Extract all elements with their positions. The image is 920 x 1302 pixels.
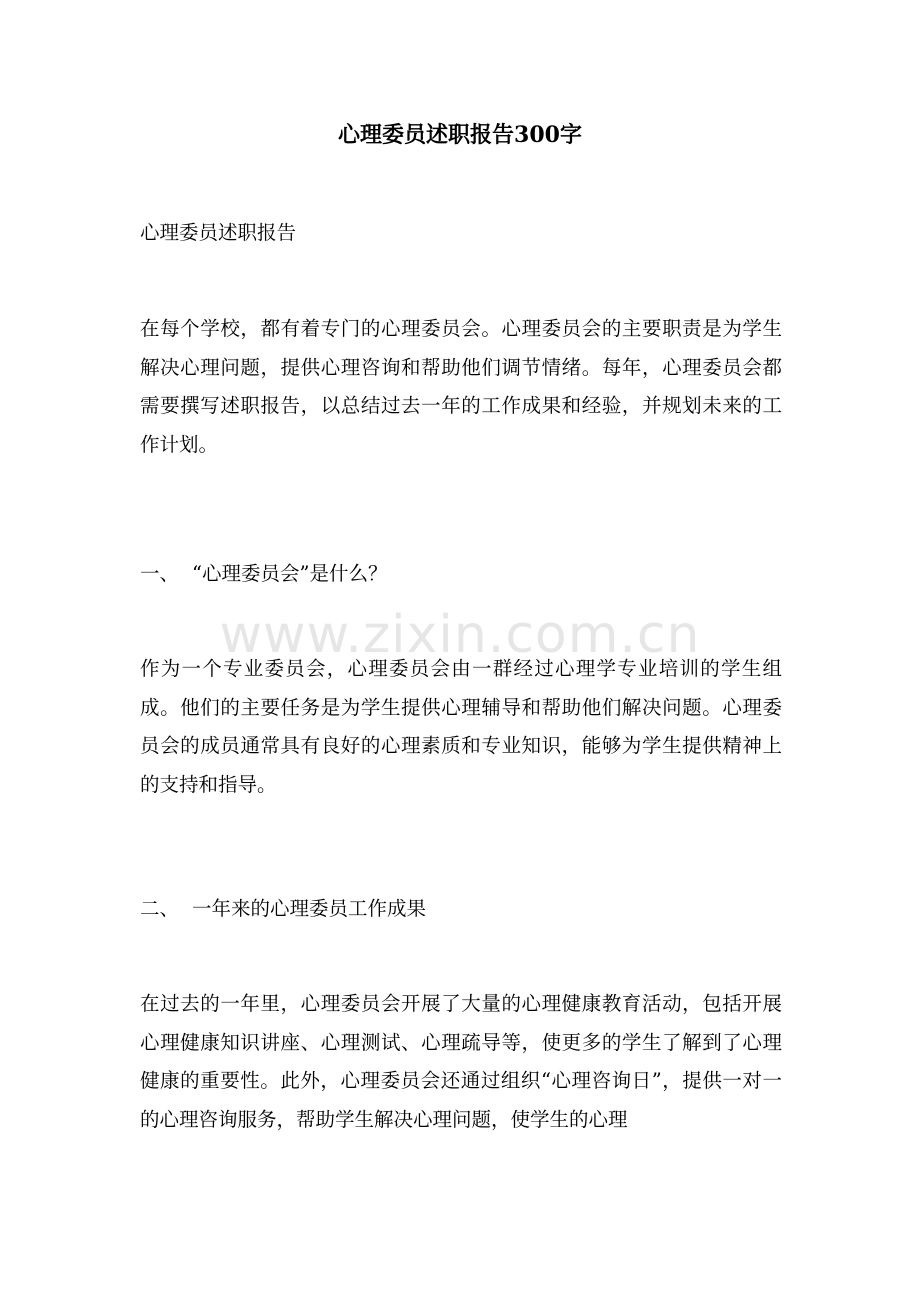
section-1-paragraph: 作为一个专业委员会，心理委员会由一群经过心理学专业培训的学生组成。他们的主要任务是为学生提供心理辅导和帮助他们解决问题。心理委员会的成员通常具有良好的心理素质和专业知识，能够为学生提供精神上的支持和指导。 xyxy=(140,657,782,796)
section-2-heading xyxy=(140,890,426,929)
document-subtitle: 心理委员述职报告 xyxy=(140,221,297,244)
document-title: 心理委员述职报告300字 xyxy=(338,122,582,148)
watermark: www.zixin.com.cn xyxy=(219,605,701,665)
intro-paragraph: 在每个学校，都有着专门的心理委员会。心理委员会的主要职责是为学生解决心理问题，提供心理咨询和帮助他们调节情绪。每年，心理委员会都需要撰写述职报告，以总结过去一年的工作成果和经验，并规划未来的工作计划。 xyxy=(140,317,782,456)
section-2-paragraph: 在过去的一年里，心理委员会开展了大量的心理健康教育活动，包括开展心理健康知识讲座、心理测试、心理疏导等，使更多的学生了解到了心理健康的重要性。此外，心理委员会还通过组织“心理咨询日”，提供一对一的心理咨询服务，帮助学生解决心理问题，使学生的心理 xyxy=(140,992,782,1131)
section-2-number: 二、 xyxy=(140,897,180,920)
section-1-number: 一、 xyxy=(140,562,180,585)
section-2-title: 一年来的心理委员工作成果 xyxy=(192,897,427,920)
section-1-title: “心理委员会”是什么？ xyxy=(192,562,388,585)
section-1-heading xyxy=(140,555,387,594)
